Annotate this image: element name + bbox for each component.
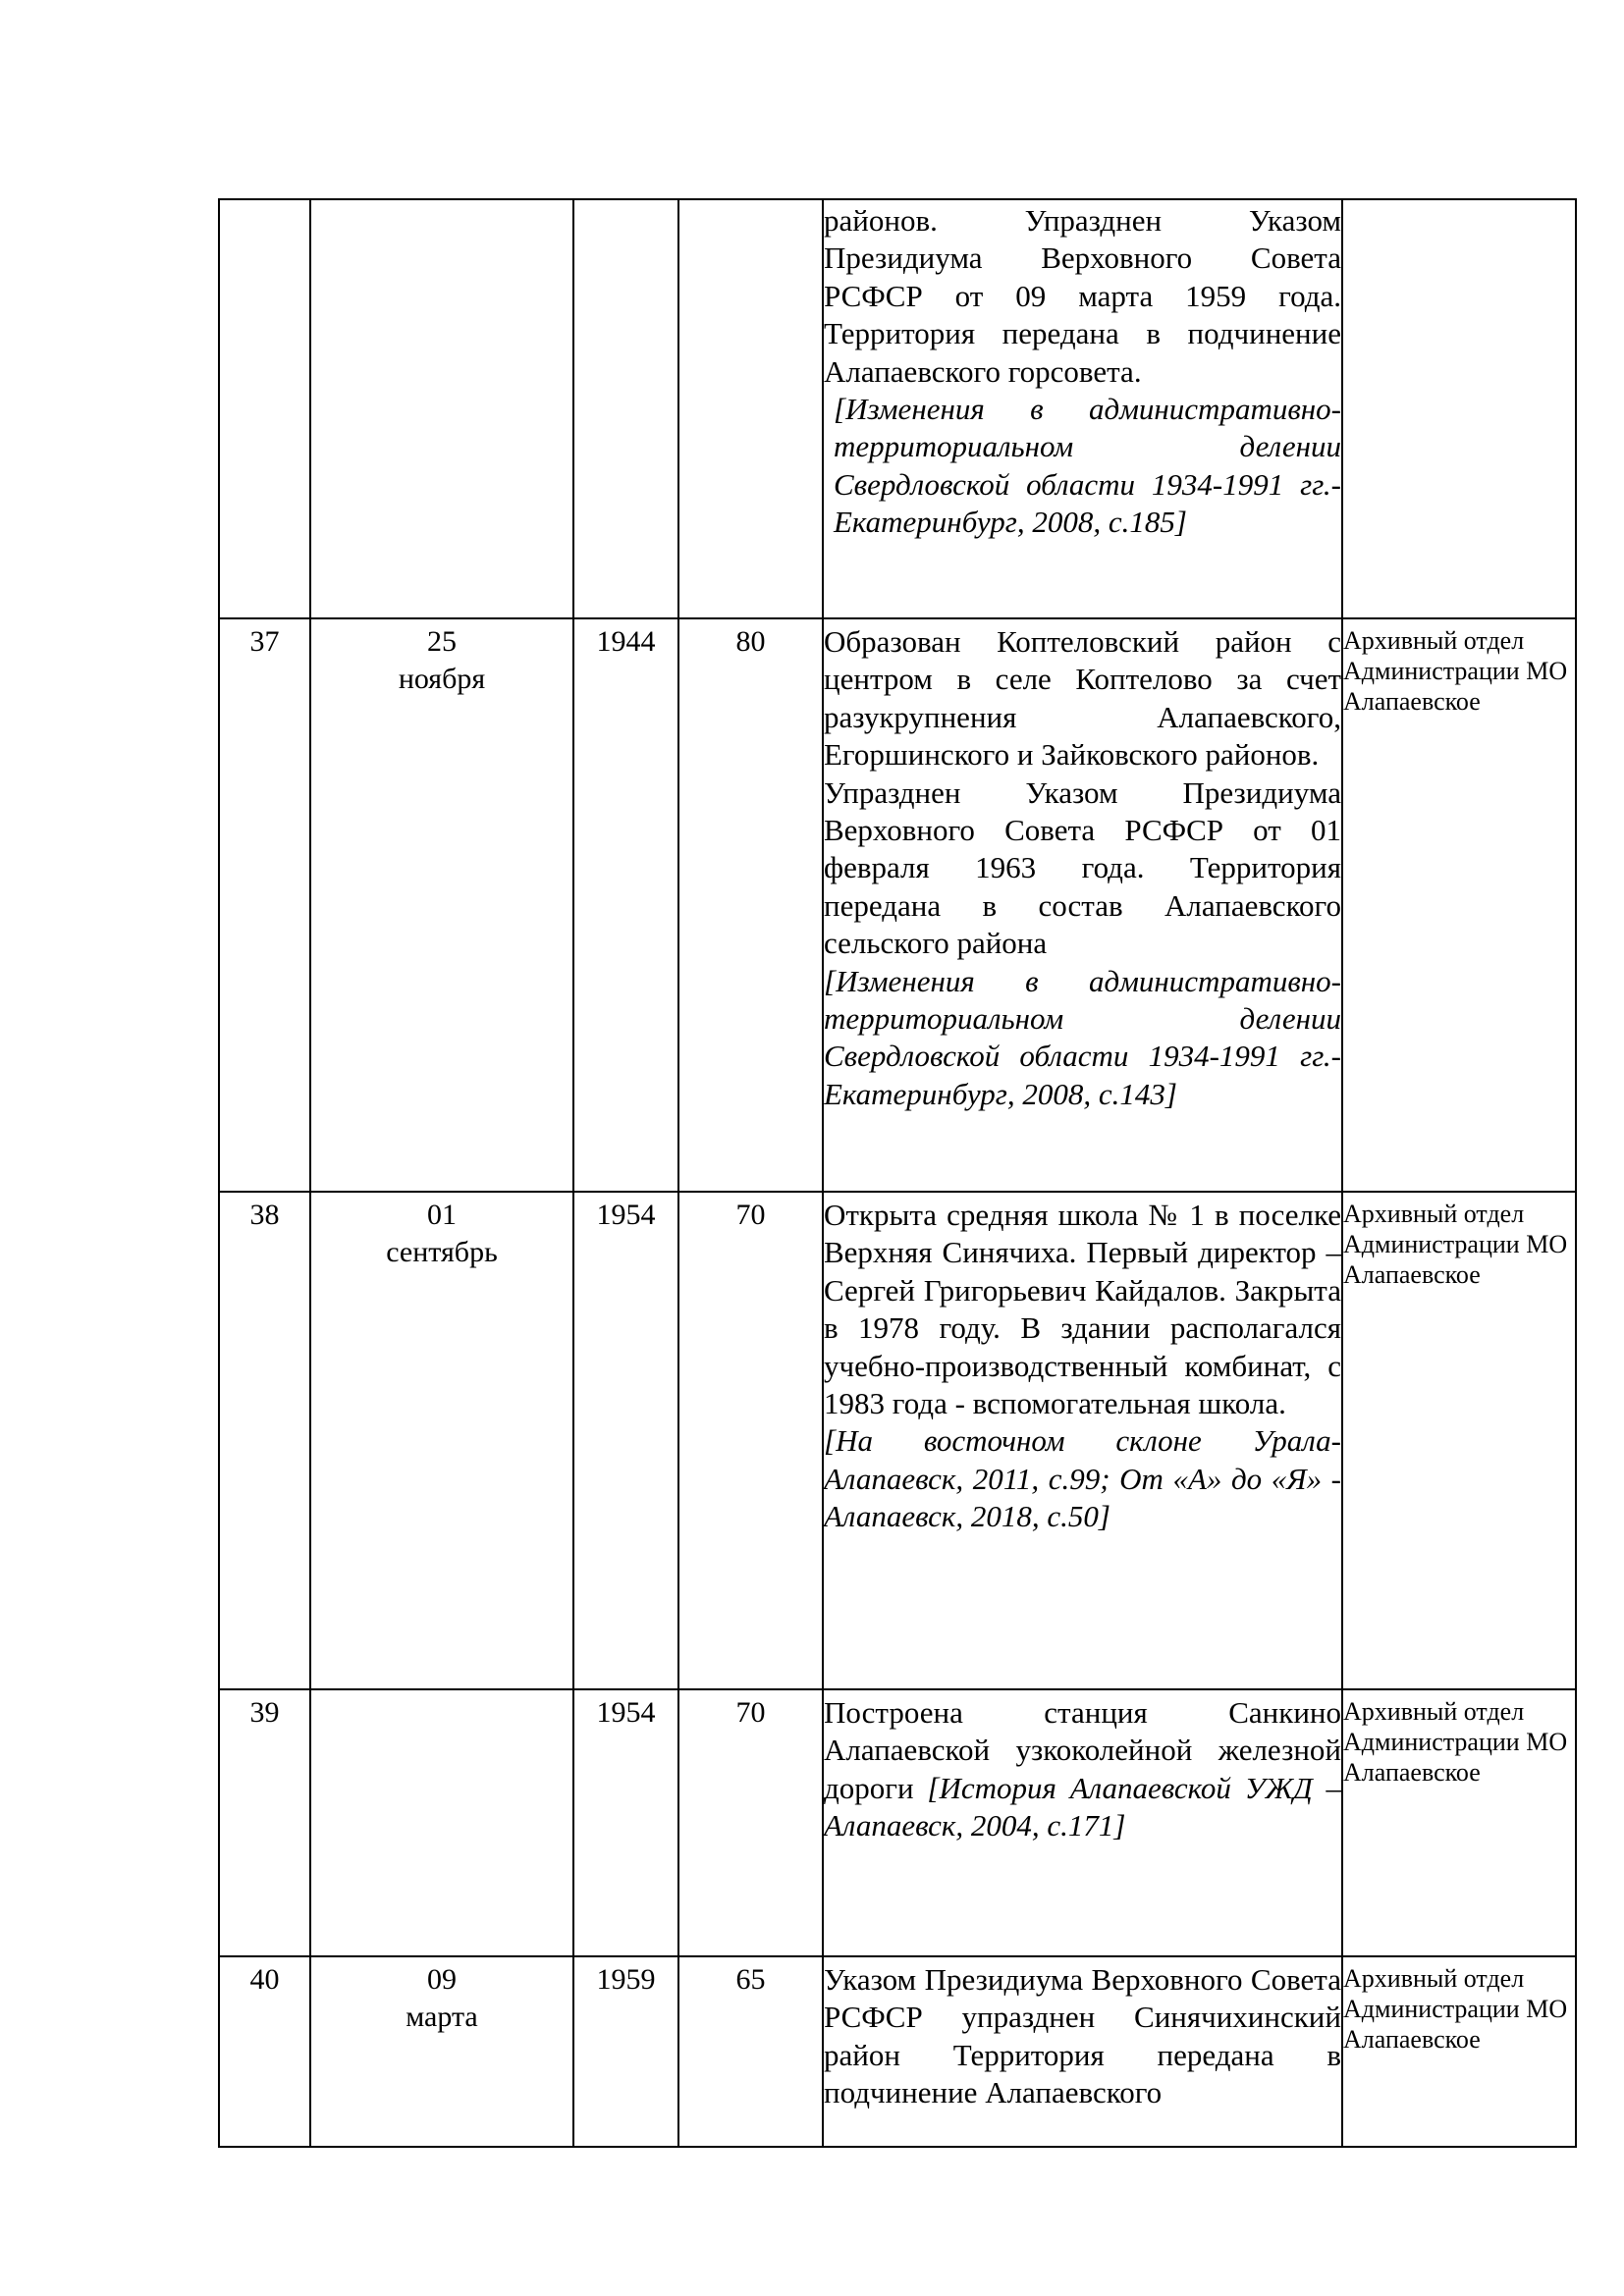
event-month: ноября [398, 663, 486, 695]
table-row [219, 1689, 1576, 1956]
event-date [310, 1192, 573, 1689]
event-paragraph [824, 1694, 1341, 1845]
archive-source: Архивный отдел Администрации МО Алапаевское [1342, 618, 1576, 1192]
table-row [219, 1192, 1576, 1689]
event-text: Указом Президиума Верховного Совета РСФСР упразднен Синячихинский район Территория передана в подчинение Алапаевского [824, 1962, 1341, 2110]
event-source: [На восточном склоне Урала-Алапаевск, 2011, с.99; От «А» до «Я» - Алапаевск, 2018, с.50] [824, 1423, 1341, 1534]
event-year: 1954 [573, 1689, 678, 1956]
event-day: 01 [427, 1199, 457, 1231]
event-month: марта [406, 2001, 478, 2033]
event-text-continued: Упразднен Указом Президиума Верховного Совета РСФСР от 01 февраля 1963 года. Территория передана в состав Алапаевского сельского района [824, 774, 1341, 961]
event-day: 09 [427, 1963, 457, 1996]
event-date [310, 1689, 573, 1956]
events-table [218, 198, 1577, 2148]
archive-source: Архивный отдел Администрации МО Алапаевское [1342, 1689, 1576, 1956]
event-year: 1954 [573, 1192, 678, 1689]
anniversary-years: 80 [678, 618, 823, 1192]
anniversary-years: 65 [678, 1956, 823, 2147]
event-date [310, 1956, 573, 2147]
row-number: 37 [219, 618, 310, 1192]
event-description [823, 1956, 1342, 2147]
event-source: [Изменения в административно-территориальном делении Свердловской области 1934-1991 гг.- Екатеринбург, 2008, с.143] [824, 963, 1341, 1111]
row-number: 39 [219, 1689, 310, 1956]
row-number [219, 199, 310, 618]
archive-source [1342, 199, 1576, 618]
event-month: сентябрь [386, 1236, 498, 1268]
table-row [219, 618, 1576, 1192]
anniversary-years: 70 [678, 1192, 823, 1689]
anniversary-years: 70 [678, 1689, 823, 1956]
archive-source: Архивный отдел Администрации МО Алапаевское [1342, 1192, 1576, 1689]
row-number: 38 [219, 1192, 310, 1689]
event-year [573, 199, 678, 618]
event-date [310, 199, 573, 618]
event-text: Образован Коптеловский район с центром в селе Коптелово за счет разукрупнения Алапаевского, Егоршинского и Зайковского районов. [824, 624, 1341, 773]
event-date [310, 618, 573, 1192]
event-description [823, 1689, 1342, 1956]
event-text: Построена станция Санкино Алапаевской узкоколейной железной дороги [824, 1695, 1341, 1805]
event-description [823, 618, 1342, 1192]
event-year: 1959 [573, 1956, 678, 2147]
event-day: 25 [427, 625, 457, 658]
anniversary-years [678, 199, 823, 618]
event-text: районов. Упразднен Указом Президиума Верховного Совета РСФСР от 09 марта 1959 года. Территория передана в подчинение Алапаевского горсовета. [824, 203, 1341, 389]
table-row [219, 1956, 1576, 2147]
event-source: [История Алапаевской УЖД – Алапаевск, 2004, с.171] [824, 1770, 1341, 1843]
event-source: [Изменения в административно-территориальном делении Свердловской области 1934-1991 гг.- Екатеринбург, 2008, с.185] [834, 392, 1341, 540]
archive-source: Архивный отдел Администрации МО Алапаевское [1342, 1956, 1576, 2147]
table-row [219, 199, 1576, 618]
event-year: 1944 [573, 618, 678, 1192]
event-text: Открыта средняя школа № 1 в поселке Верхняя Синячиха. Первый директор – Сергей Григорьевич Кайдалов. Закрыта в 1978 году. В здании располагался учебно-производственный комбинат, с 1983 года - вспомогательная школа. [824, 1198, 1341, 1421]
event-description [823, 1192, 1342, 1689]
row-number: 40 [219, 1956, 310, 2147]
event-description [823, 199, 1342, 618]
